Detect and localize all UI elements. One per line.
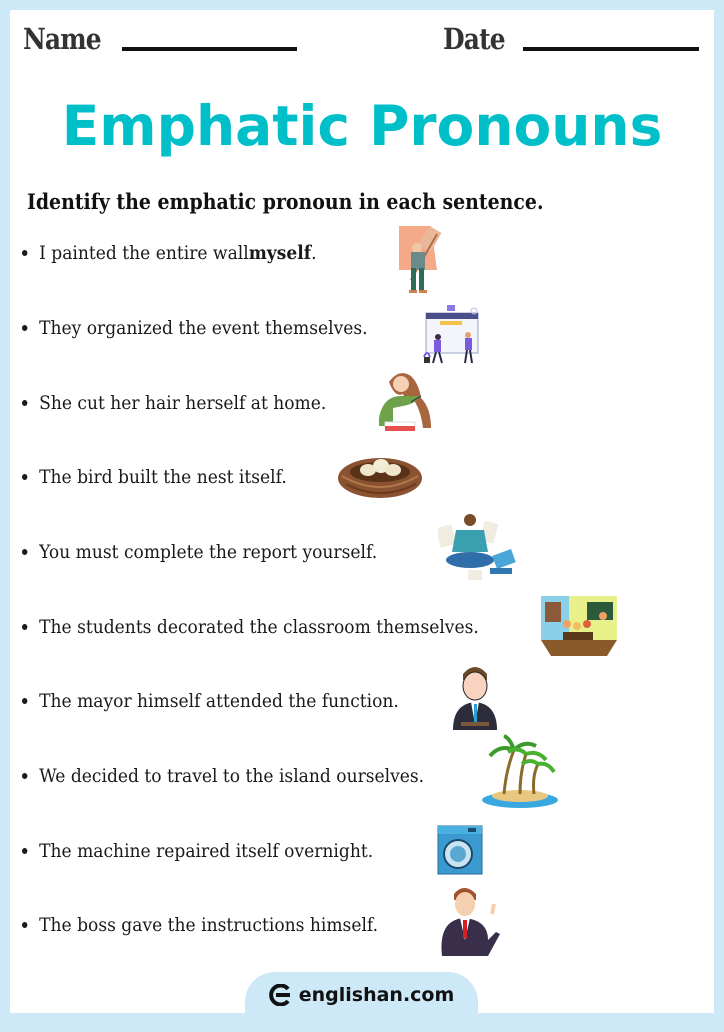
sentence-end: . xyxy=(311,242,317,264)
bullet xyxy=(22,698,27,704)
washing-machine-icon xyxy=(436,824,484,876)
list-item xyxy=(22,238,317,268)
page-title: Emphatic Pronouns xyxy=(61,94,663,158)
bullet xyxy=(22,325,27,331)
sentence-text: The bird built the nest itself. xyxy=(39,466,287,488)
bird-nest-icon xyxy=(336,448,424,504)
name-label: Name xyxy=(23,22,101,56)
sentence-text: I painted the entire wall xyxy=(39,242,249,264)
bullet xyxy=(22,250,27,256)
boss-icon xyxy=(438,884,500,956)
emphatic-pronoun: myself xyxy=(248,242,312,264)
bullet xyxy=(22,624,27,630)
list-item xyxy=(22,836,373,866)
list-item xyxy=(22,761,424,791)
list-item xyxy=(22,537,377,567)
list-item xyxy=(22,910,378,940)
sentence-text: The machine repaired itself overnight. xyxy=(39,840,374,862)
list-item xyxy=(22,313,368,343)
footer-brand-tab xyxy=(245,972,478,1032)
list-item xyxy=(22,462,287,492)
name-blank-line xyxy=(122,47,297,51)
sentence-text: The students decorated the classroom themselves. xyxy=(39,616,479,638)
event-planning-icon xyxy=(420,305,486,365)
brand-name: englishan.com xyxy=(298,984,455,1006)
sentence-text: She cut her hair herself at home. xyxy=(39,392,327,414)
bullet xyxy=(22,400,27,406)
classroom-icon xyxy=(541,596,617,656)
sentence-text: They organized the event themselves. xyxy=(39,317,368,339)
woman-cutting-hair-icon xyxy=(375,368,443,432)
list-item xyxy=(22,686,399,716)
bullet xyxy=(22,474,27,480)
date-label: Date xyxy=(443,22,505,56)
bullet xyxy=(22,773,27,779)
sentence-text: You must complete the report yourself. xyxy=(39,541,378,563)
painter-icon xyxy=(397,224,449,296)
bullet xyxy=(22,549,27,555)
bullet xyxy=(22,848,27,854)
englishan-logo-icon xyxy=(269,984,291,1006)
man-with-report-icon xyxy=(438,512,522,582)
list-item xyxy=(22,388,326,418)
date-blank-line xyxy=(523,47,699,51)
sentence-text: The mayor himself attended the function. xyxy=(39,690,399,712)
sentence-text: We decided to travel to the island ourselves. xyxy=(39,765,425,787)
island-icon xyxy=(480,734,560,810)
mayor-icon xyxy=(453,662,497,730)
list-item xyxy=(22,612,479,642)
instruction: Identify the emphatic pronoun in each sentence. xyxy=(27,189,544,214)
bullet xyxy=(22,922,27,928)
sentence-text: The boss gave the instructions himself. xyxy=(39,914,379,936)
